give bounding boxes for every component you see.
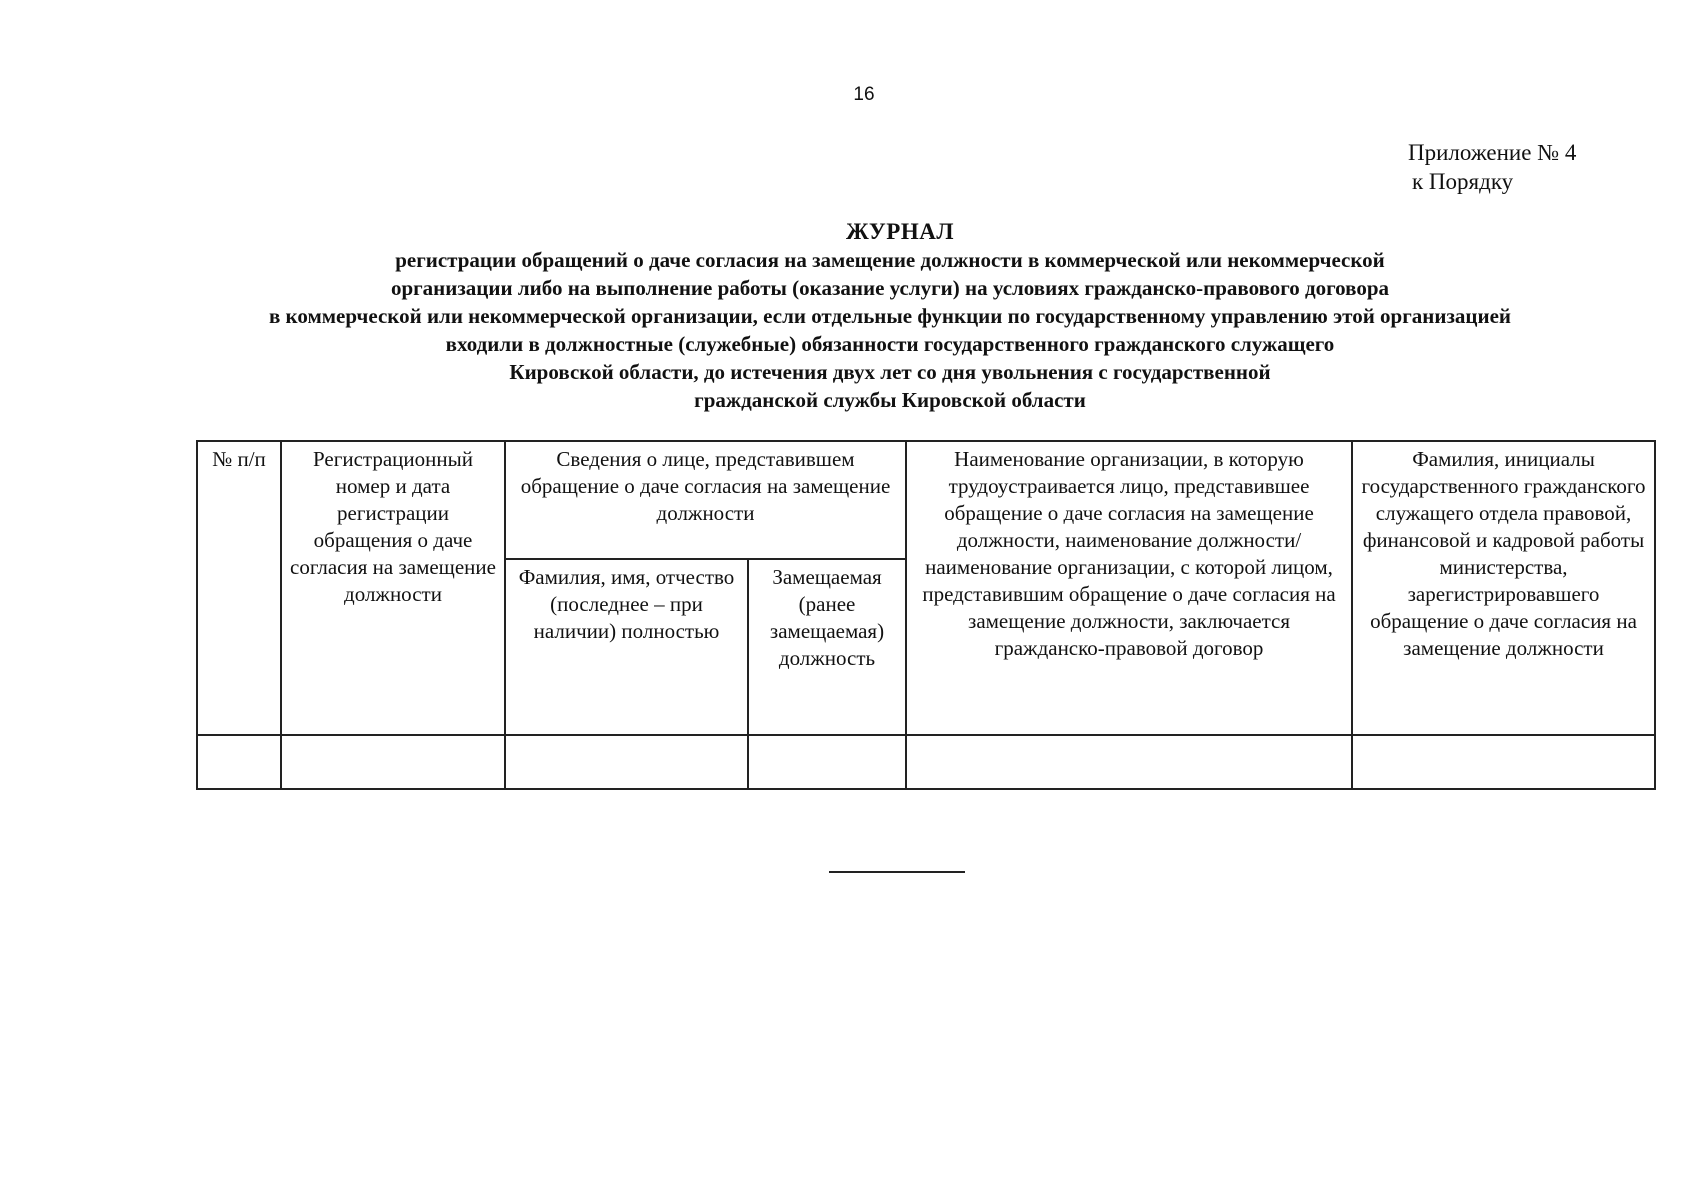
header-registrar: Фамилия, инициалы государственного гражданского служащего отдела правовой, финансовой и кадровой работы министерства, зарегистрировавшего обращение о даче согласия на замещение должности <box>1352 441 1655 735</box>
table-cell <box>197 735 281 789</box>
header-number: № п/п <box>197 441 281 735</box>
document-subtitle <box>140 246 1640 414</box>
table-cell <box>748 735 906 789</box>
appendix-line-1: Приложение № 4 <box>1408 140 1577 165</box>
table-row <box>197 735 1655 789</box>
subtitle-line: в коммерческой или некоммерческой организации, если отдельные функции по государственному управлению этой организацией <box>268 304 1512 328</box>
page-number: 16 <box>853 84 875 105</box>
header-registration: Регистрационный номер и дата регистрации обращения о даче согласия на замещение должности <box>281 441 505 735</box>
footer-divider <box>829 871 965 873</box>
table-cell <box>906 735 1352 789</box>
subtitle-line: регистрации обращений о даче согласия на замещение должности в коммерческой или некоммерческой <box>395 248 1385 272</box>
header-person-info: Сведения о лице, представившем обращение о даче согласия на замещение должности <box>505 441 906 559</box>
table-cell <box>505 735 748 789</box>
header-position: Замещаемая (ранее замещаемая) должность <box>748 559 906 735</box>
appendix-line-2: к Порядку <box>1412 169 1514 194</box>
table-cell <box>281 735 505 789</box>
subtitle-line: гражданской службы Кировской области <box>694 388 1086 412</box>
subtitle-line: Кировской области, до истечения двух лет со дня увольнения с государственной <box>509 360 1271 384</box>
appendix-reference <box>1408 138 1576 196</box>
journal-table <box>196 440 1656 790</box>
header-organization: Наименование организации, в которую трудоустраивается лицо, представившее обращение о даче согласия на замещение должности, наименование должности/наименование организации, с которой лицом, представившим обращение о даче согласия на замещение должности, заключается гражданско-правовой договор <box>906 441 1352 735</box>
subtitle-line: организации либо на выполнение работы (оказание услуги) на условиях гражданско-правового договора <box>390 276 1390 300</box>
subtitle-line: входили в должностные (служебные) обязанности государственного гражданского служащего <box>445 332 1335 356</box>
table-cell <box>1352 735 1655 789</box>
document-title: ЖУРНАЛ <box>846 219 954 244</box>
header-person-name: Фамилия, имя, отчество (последнее – при наличии) полностью <box>505 559 748 735</box>
